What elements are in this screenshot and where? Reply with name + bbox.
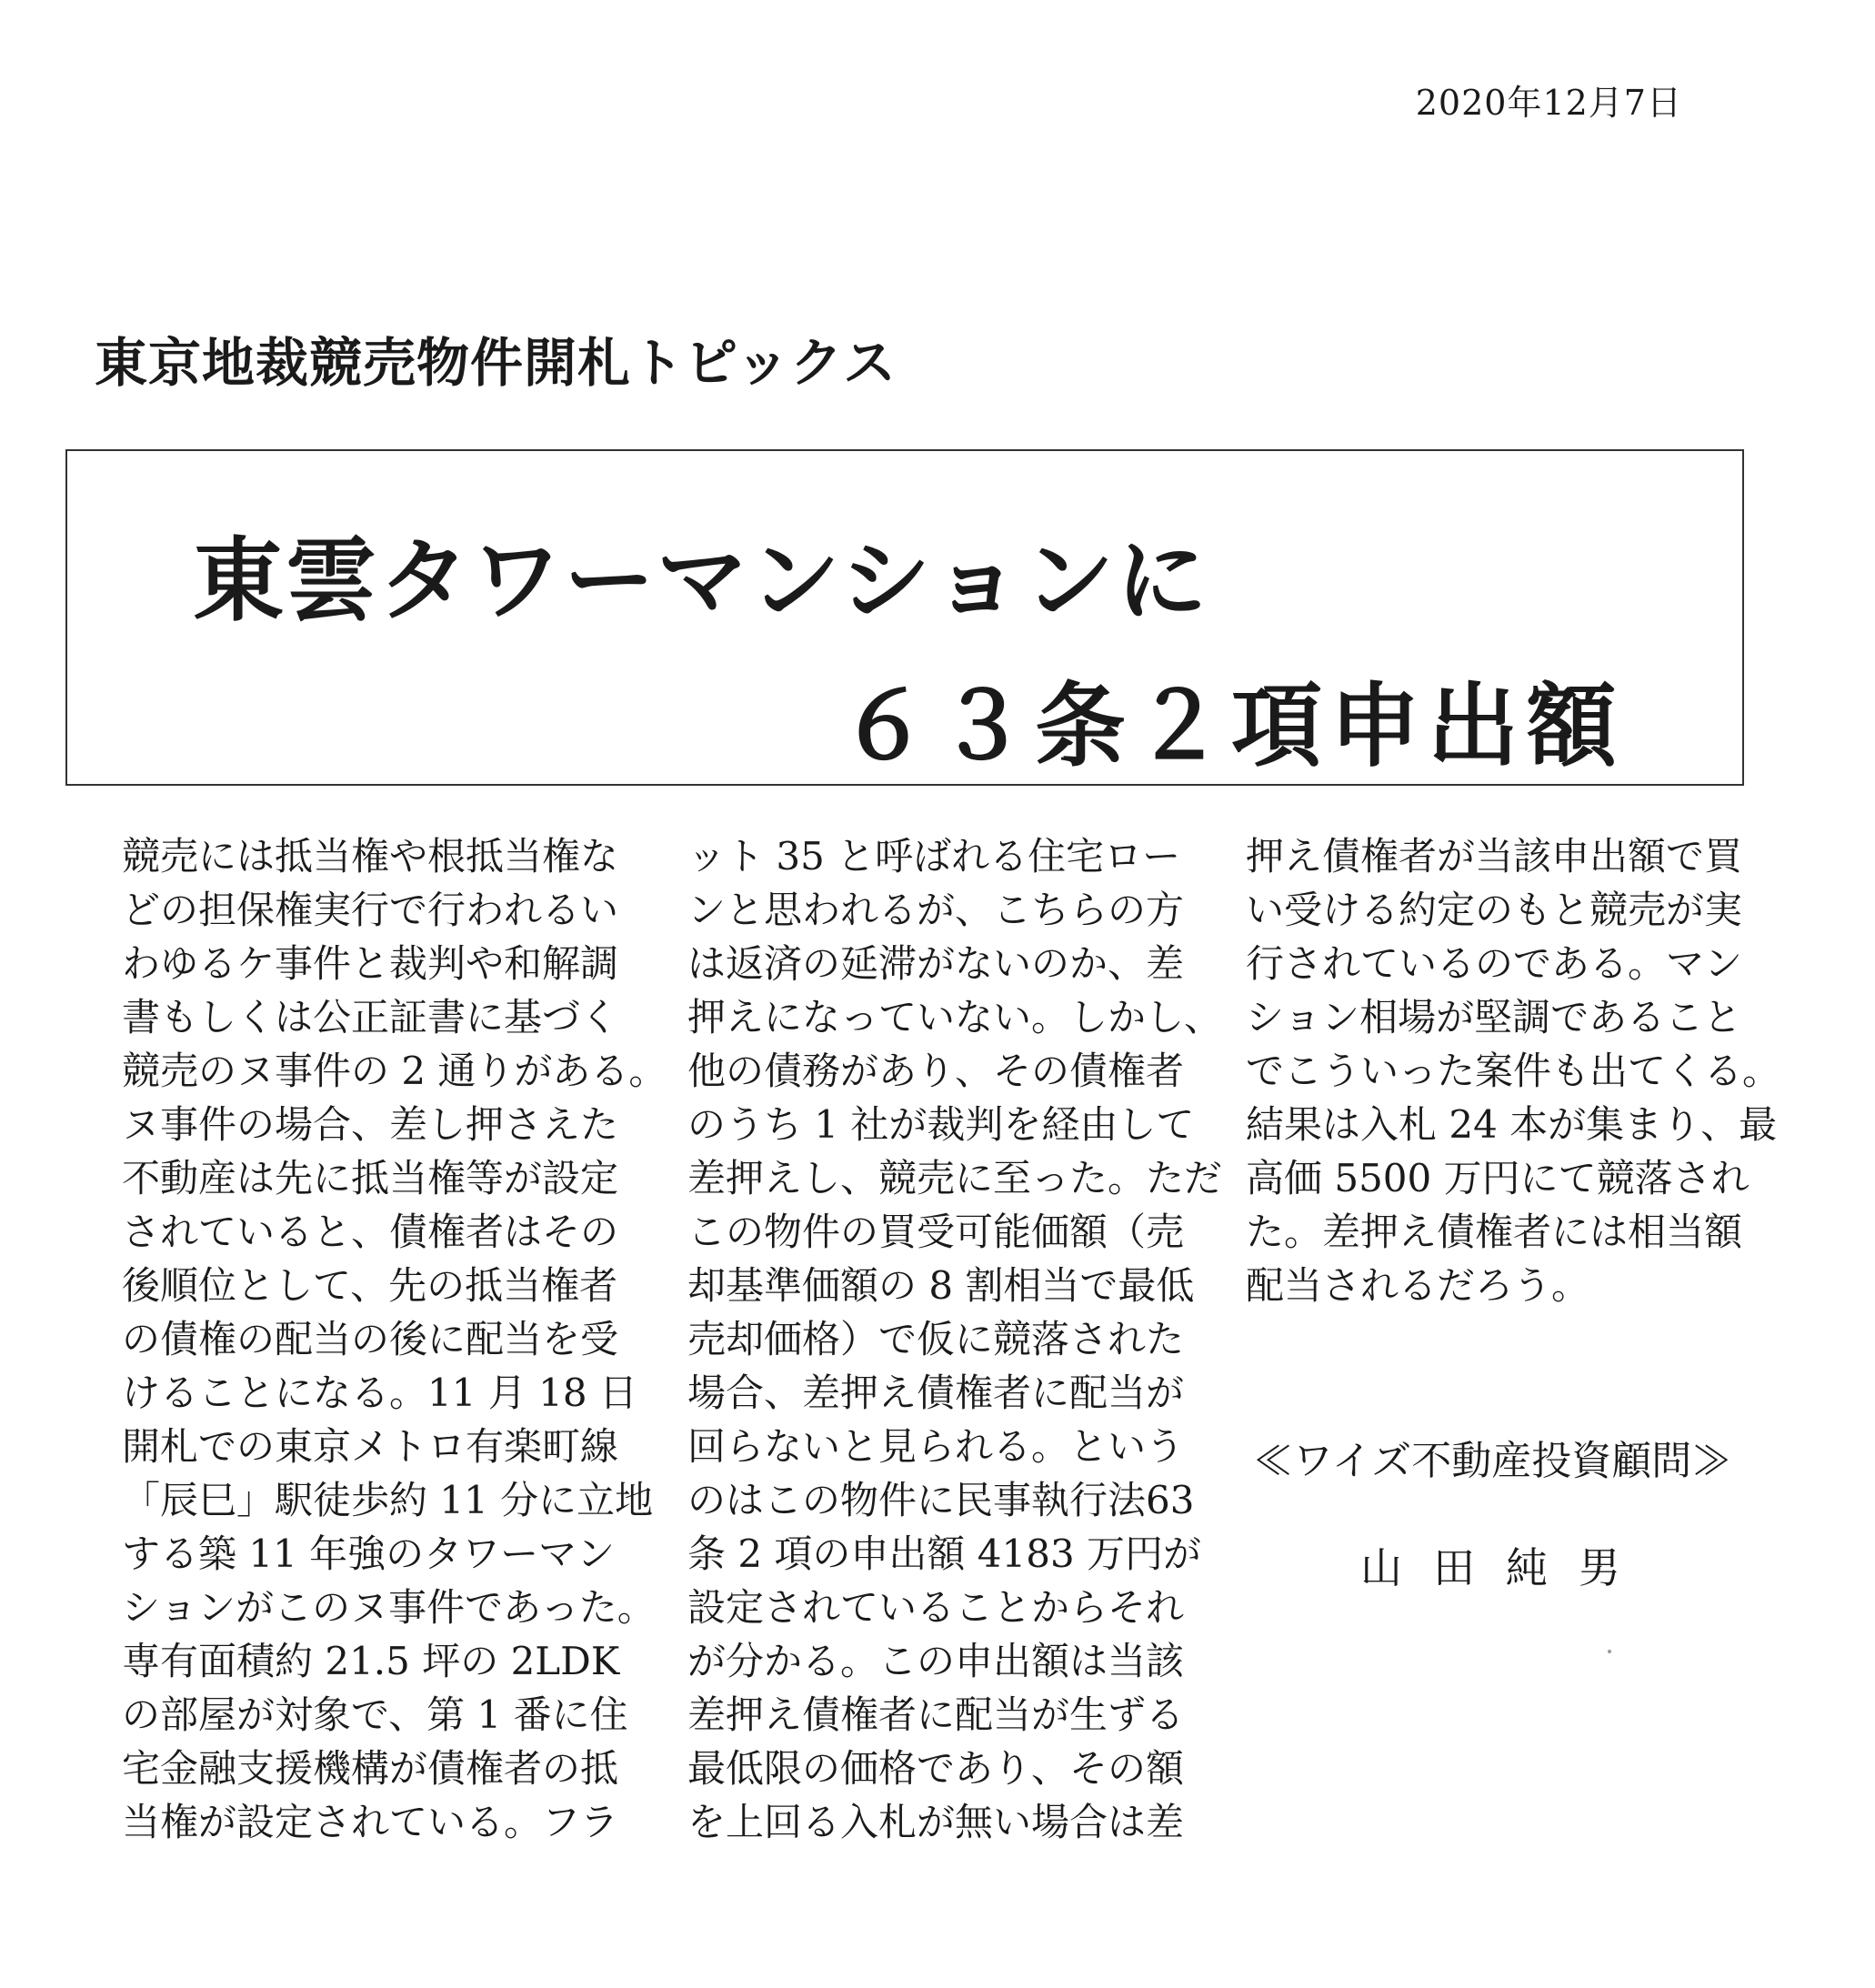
body-text-line: のはこの物件に民事執行法63: [687, 1478, 1195, 1522]
body-text-line: ット 35 と呼ばれる住宅ロー: [687, 834, 1181, 879]
body-text-line: 競売には抵当権や根抵当権な: [122, 834, 619, 879]
body-text-line: の債権の配当の後に配当を受: [122, 1317, 619, 1361]
scan-speck: [1608, 1650, 1611, 1653]
body-text-line: 設定されていることからそれ: [687, 1585, 1185, 1630]
body-text-line: が分かる。この申出額は当該: [687, 1639, 1185, 1683]
body-text-line: でこういった案件も出てくる。: [1246, 1049, 1781, 1093]
body-column-2: [687, 829, 1222, 1849]
body-text-line: 売却価格）で仮に競落された: [687, 1317, 1185, 1361]
body-text-line: わゆるケ事件と裁判や和解調: [122, 941, 619, 986]
body-text-line: た。差押え債権者には相当額: [1246, 1210, 1743, 1254]
body-text-line: 不動産は先に抵当権等が設定: [122, 1156, 619, 1200]
body-text-line: 場合、差押え債権者に配当が: [687, 1371, 1185, 1415]
body-text-line: は返済の延滞がないのか、差: [687, 941, 1185, 986]
body-text-line: 差押え債権者に配当が生ずる: [687, 1692, 1185, 1737]
body-text-line: 配当されるだろう。: [1246, 1263, 1590, 1308]
body-text-line: この物件の買受可能価額（売: [687, 1210, 1185, 1254]
body-text-line: の部屋が対象で、第 1 番に住: [122, 1692, 628, 1737]
body-text-line: 行されているのである。マン: [1246, 941, 1743, 986]
body-text-line: 条 2 項の申出額 4183 万円が: [687, 1531, 1202, 1576]
author-name: 山田純男: [1360, 1543, 1651, 1592]
body-text-line: ンと思われるが、こちらの方: [687, 888, 1185, 932]
body-text-line: ションがこのヌ事件であった。: [122, 1585, 656, 1630]
author-organization: ≪ワイズ不動産投資顧問≫: [1253, 1438, 1732, 1484]
body-column-3: [1246, 829, 1780, 1312]
body-text-line: されていると、債権者はその: [122, 1210, 619, 1254]
body-text-line: ヌ事件の場合、差し押さえた: [122, 1102, 619, 1147]
body-text-line: 書もしくは公正証書に基づく: [122, 995, 619, 1039]
body-text-line: 専有面積約 21.5 坪の 2LDK: [122, 1639, 620, 1683]
body-text-line: どの担保権実行で行われるい: [122, 888, 619, 932]
headline-box: [65, 449, 1744, 786]
body-text-line: い受ける約定のもと競売が実: [1246, 888, 1743, 932]
body-text-line: 結果は入札 24 本が集まり、最: [1246, 1102, 1778, 1147]
body-text-line: ション相場が堅調であること: [1246, 995, 1742, 1039]
body-text-line: のうち 1 社が裁判を経由して: [687, 1102, 1195, 1147]
body-text-line: 当権が設定されている。フラ: [122, 1800, 619, 1844]
body-text-line: 宅金融支援機構が債権者の抵: [122, 1746, 619, 1791]
body-text-line: 後順位として、先の抵当権者: [122, 1263, 618, 1308]
body-text-line: けることになる。11 月 18 日: [122, 1371, 637, 1415]
body-text-line: 回らないと見られる。という: [687, 1424, 1185, 1469]
body-text-line: 競売のヌ事件の 2 通りがある。: [122, 1049, 667, 1093]
body-text-line: 差押えし、競売に至った。ただ: [687, 1156, 1223, 1200]
body-text-line: を上回る入札が無い場合は差: [687, 1800, 1185, 1844]
body-column-1: [122, 829, 667, 1849]
body-text-line: 開札での東京メトロ有楽町線: [122, 1424, 619, 1469]
body-text-line: 押え債権者が当該申出額で買: [1246, 834, 1743, 879]
body-text-line: する築 11 年強のタワーマン: [122, 1531, 616, 1576]
body-text-line: 最低限の価格であり、その額: [687, 1746, 1185, 1791]
headline-line-2: ６３条２項申出額: [838, 673, 1624, 779]
article-date: 2020年12月7日: [1415, 83, 1682, 123]
body-text-line: 却基準価額の 8 割相当で最低: [687, 1263, 1195, 1308]
article-subtitle: 東京地裁競売物件開札トピックス: [95, 332, 897, 394]
body-text-line: 他の債務があり、その債権者: [687, 1049, 1185, 1093]
body-text-line: 高価 5500 万円にて競落され: [1246, 1156, 1750, 1200]
body-text-line: 押えになっていない。しかし、: [687, 995, 1223, 1039]
headline-line-1: 東雲タワーマンションに: [193, 527, 1209, 634]
body-text-line: 「辰巳」駅徒歩約 11 分に立地: [122, 1478, 654, 1522]
